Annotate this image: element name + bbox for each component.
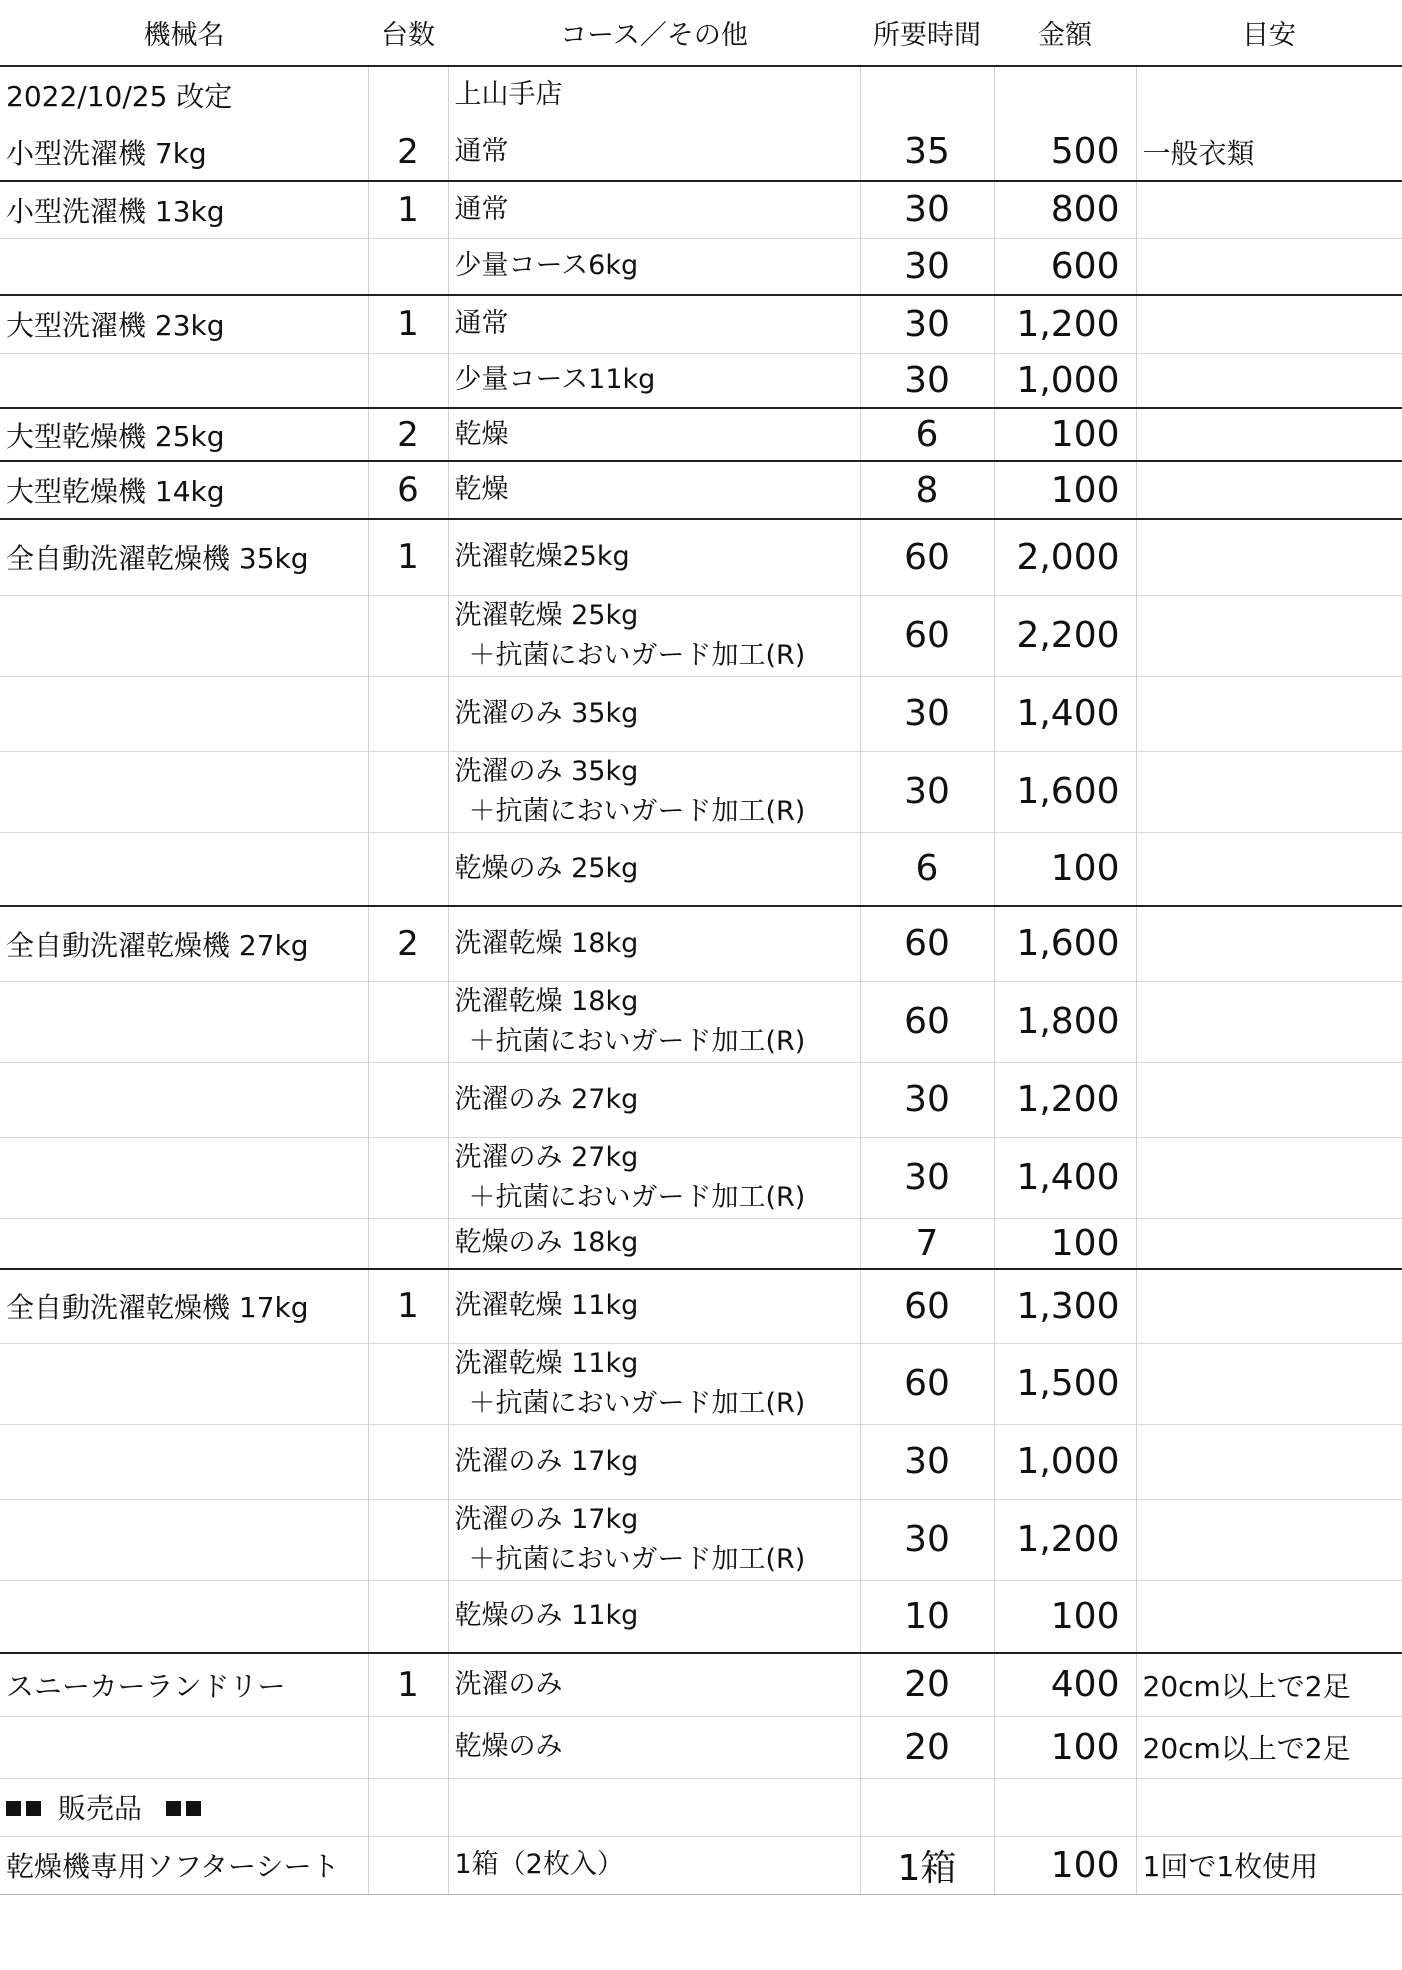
machine-count: 6 <box>368 461 448 519</box>
course-name: 洗濯のみ 35kg <box>454 755 639 787</box>
header-course: コース／その他 <box>448 0 860 66</box>
machine-name: 全自動洗濯乾燥機 35kg <box>0 519 368 595</box>
table-row <box>0 519 1402 595</box>
info-row <box>0 66 1402 123</box>
course-cell <box>448 832 860 906</box>
duration: 30 <box>860 295 994 353</box>
machine-name: 全自動洗濯乾燥機 17kg <box>0 1269 368 1343</box>
course-name: 洗濯乾燥 18kg <box>454 927 639 959</box>
price: 1,200 <box>994 1062 1136 1137</box>
product-package: 1箱（2枚入） <box>448 1836 860 1894</box>
machine-name <box>0 1343 368 1424</box>
machine-name <box>0 1218 368 1269</box>
duration: 30 <box>860 1424 994 1499</box>
course-cell <box>448 751 860 832</box>
duration: 30 <box>860 1137 994 1218</box>
course-cell <box>448 181 860 238</box>
course-cell <box>448 295 860 353</box>
course-option: ＋抗菌においガード加工(R) <box>468 1025 806 1057</box>
machine-count <box>368 751 448 832</box>
duration: 30 <box>860 751 994 832</box>
machine-count <box>368 1343 448 1424</box>
duration: 30 <box>860 238 994 295</box>
table-row <box>0 1716 1402 1778</box>
table-row <box>0 595 1402 676</box>
duration: 60 <box>860 519 994 595</box>
sales-item-row <box>0 1836 1402 1894</box>
course-cell <box>448 1137 860 1218</box>
price: 1,400 <box>994 676 1136 751</box>
machine-count: 2 <box>368 906 448 981</box>
table-row <box>0 1343 1402 1424</box>
course-name: 通常 <box>454 308 509 340</box>
table-row <box>0 295 1402 353</box>
course-name: 洗濯のみ 27kg <box>454 1083 639 1115</box>
course-cell <box>448 353 860 408</box>
course-cell <box>448 1580 860 1653</box>
duration: 60 <box>860 906 994 981</box>
price: 500 <box>994 123 1136 181</box>
price: 1,200 <box>994 295 1136 353</box>
machine-name <box>0 676 368 751</box>
machine-name <box>0 1716 368 1778</box>
price: 100 <box>994 1716 1136 1778</box>
machine-name: 大型乾燥機 25kg <box>0 408 368 461</box>
guide-note <box>1136 461 1402 519</box>
table-row <box>0 751 1402 832</box>
course-cell <box>448 906 860 981</box>
machine-count: 2 <box>368 408 448 461</box>
table-row <box>0 1218 1402 1269</box>
machine-count <box>368 1062 448 1137</box>
machine-name: 大型洗濯機 23kg <box>0 295 368 353</box>
table-row <box>0 123 1402 181</box>
guide-note: 20cm以上で2足 <box>1136 1716 1402 1778</box>
guide-note <box>1136 295 1402 353</box>
course-cell <box>448 676 860 751</box>
duration: 6 <box>860 832 994 906</box>
price: 1,600 <box>994 906 1136 981</box>
course-name: 乾燥のみ 11kg <box>454 1600 639 1632</box>
duration: 60 <box>860 1269 994 1343</box>
machine-count <box>368 238 448 295</box>
course-cell <box>448 1499 860 1580</box>
guide-note <box>1136 676 1402 751</box>
course-option: ＋抗菌においガード加工(R) <box>468 1181 806 1213</box>
price: 1,600 <box>994 751 1136 832</box>
price: 100 <box>994 832 1136 906</box>
guide-note <box>1136 1062 1402 1137</box>
machine-count <box>368 1424 448 1499</box>
table-row <box>0 1269 1402 1343</box>
duration: 60 <box>860 595 994 676</box>
duration: 30 <box>860 181 994 238</box>
price: 1,400 <box>994 1137 1136 1218</box>
guide-note <box>1136 981 1402 1062</box>
course-cell <box>448 461 860 519</box>
machine-count <box>368 1716 448 1778</box>
machine-count: 1 <box>368 519 448 595</box>
header-row <box>0 0 1402 66</box>
price: 1,800 <box>994 981 1136 1062</box>
course-name: 洗濯のみ <box>454 1668 563 1700</box>
price: 2,000 <box>994 519 1136 595</box>
duration: 30 <box>860 676 994 751</box>
square-bullet-icon <box>26 1801 41 1816</box>
duration: 30 <box>860 353 994 408</box>
machine-count: 2 <box>368 123 448 181</box>
duration: 60 <box>860 981 994 1062</box>
guide-note: 一般衣類 <box>1136 123 1402 181</box>
product-price: 100 <box>994 1836 1136 1894</box>
price: 2,200 <box>994 595 1136 676</box>
machine-name <box>0 751 368 832</box>
machine-name <box>0 832 368 906</box>
table-row <box>0 1499 1402 1580</box>
machine-count: 1 <box>368 1653 448 1716</box>
guide-note <box>1136 353 1402 408</box>
machine-count <box>368 595 448 676</box>
guide-note <box>1136 1269 1402 1343</box>
course-name: 洗濯のみ 17kg <box>454 1503 639 1535</box>
store-name: 上山手店 <box>448 66 860 123</box>
machine-count <box>368 1499 448 1580</box>
course-cell <box>448 595 860 676</box>
price: 100 <box>994 1580 1136 1653</box>
machine-name <box>0 1137 368 1218</box>
duration: 20 <box>860 1716 994 1778</box>
guide-note <box>1136 1137 1402 1218</box>
duration: 7 <box>860 1218 994 1269</box>
price: 100 <box>994 408 1136 461</box>
machine-name: 小型洗濯機 13kg <box>0 181 368 238</box>
guide-note <box>1136 1580 1402 1653</box>
duration: 20 <box>860 1653 994 1716</box>
course-name: 洗濯のみ 27kg <box>454 1141 639 1173</box>
header-guide: 目安 <box>1136 0 1402 66</box>
machine-name <box>0 981 368 1062</box>
course-cell <box>448 123 860 181</box>
guide-note <box>1136 1343 1402 1424</box>
table-row <box>0 238 1402 295</box>
course-name: 洗濯乾燥25kg <box>454 541 630 573</box>
product-unit: 1箱 <box>860 1836 994 1894</box>
table-row <box>0 676 1402 751</box>
machine-count <box>368 981 448 1062</box>
course-name: 乾燥 <box>454 474 509 505</box>
course-name: 洗濯乾燥 11kg <box>454 1290 639 1322</box>
course-name: 乾燥のみ 18kg <box>454 1227 639 1259</box>
guide-note <box>1136 906 1402 981</box>
guide-note <box>1136 832 1402 906</box>
sales-title: 販売品 <box>58 1792 143 1825</box>
price: 1,200 <box>994 1499 1136 1580</box>
price: 400 <box>994 1653 1136 1716</box>
table-row <box>0 1062 1402 1137</box>
course-cell <box>448 1269 860 1343</box>
table-row <box>0 1137 1402 1218</box>
header-machine: 機械名 <box>0 0 368 66</box>
course-cell <box>448 519 860 595</box>
machine-name <box>0 595 368 676</box>
duration: 35 <box>860 123 994 181</box>
price: 1,000 <box>994 1424 1136 1499</box>
price: 1,300 <box>994 1269 1136 1343</box>
machine-name <box>0 1499 368 1580</box>
course-option: ＋抗菌においガード加工(R) <box>468 639 806 671</box>
product-guide: 1回で1枚使用 <box>1136 1836 1402 1894</box>
table-row <box>0 181 1402 238</box>
price: 800 <box>994 181 1136 238</box>
course-option: ＋抗菌においガード加工(R) <box>468 795 806 827</box>
course-cell <box>448 1424 860 1499</box>
course-cell <box>448 1716 860 1778</box>
table-row <box>0 1653 1402 1716</box>
header-count: 台数 <box>368 0 448 66</box>
course-cell <box>448 1343 860 1424</box>
guide-note <box>1136 519 1402 595</box>
product-name: 乾燥機専用ソフターシート <box>0 1836 368 1894</box>
machine-count <box>368 1218 448 1269</box>
guide-note <box>1136 1218 1402 1269</box>
duration: 30 <box>860 1062 994 1137</box>
price: 1,000 <box>994 353 1136 408</box>
header-time: 所要時間 <box>860 0 994 66</box>
course-cell <box>448 1218 860 1269</box>
course-name: 通常 <box>454 135 509 167</box>
square-bullet-icon <box>186 1801 201 1816</box>
table-row <box>0 408 1402 461</box>
course-cell <box>448 1062 860 1137</box>
course-name: 乾燥のみ <box>454 1731 563 1762</box>
machine-count: 1 <box>368 295 448 353</box>
machine-name: 小型洗濯機 7kg <box>6 136 207 170</box>
machine-count: 1 <box>368 1269 448 1343</box>
course-name: 乾燥 <box>454 418 509 450</box>
course-name: 洗濯乾燥 11kg <box>454 1347 639 1379</box>
guide-note <box>1136 751 1402 832</box>
price: 600 <box>994 238 1136 295</box>
duration: 10 <box>860 1580 994 1653</box>
header-price: 金額 <box>994 0 1136 66</box>
course-name: 洗濯乾燥 25kg <box>454 599 639 631</box>
guide-note <box>1136 408 1402 461</box>
table-row <box>0 1580 1402 1653</box>
course-name: 乾燥のみ 25kg <box>454 852 639 884</box>
price: 1,500 <box>994 1343 1136 1424</box>
guide-note <box>1136 238 1402 295</box>
course-cell <box>448 408 860 461</box>
machine-count: 1 <box>368 181 448 238</box>
table-row <box>0 981 1402 1062</box>
machine-count <box>368 676 448 751</box>
course-option: ＋抗菌においガード加工(R) <box>468 1387 806 1419</box>
guide-note <box>1136 595 1402 676</box>
machine-count <box>368 1580 448 1653</box>
revision-date: 2022/10/25 改定 <box>0 66 368 123</box>
square-bullet-icon <box>166 1801 181 1816</box>
table-row <box>0 832 1402 906</box>
course-cell <box>448 238 860 295</box>
guide-note <box>1136 1424 1402 1499</box>
course-name: 洗濯乾燥 18kg <box>454 985 639 1017</box>
machine-count <box>368 832 448 906</box>
table-row <box>0 1424 1402 1499</box>
guide-note: 20cm以上で2足 <box>1136 1653 1402 1716</box>
machine-count <box>368 353 448 408</box>
table-row <box>0 461 1402 519</box>
duration: 30 <box>860 1499 994 1580</box>
course-name: 洗濯のみ 17kg <box>454 1445 639 1477</box>
machine-name <box>0 1424 368 1499</box>
machine-count <box>368 1137 448 1218</box>
machine-name: 大型乾燥機 14kg <box>0 461 368 519</box>
duration: 60 <box>860 1343 994 1424</box>
machine-name: スニーカーランドリー <box>0 1653 368 1716</box>
course-name: 通常 <box>454 193 509 225</box>
machine-name <box>0 1580 368 1653</box>
price: 100 <box>994 1218 1136 1269</box>
duration: 6 <box>860 408 994 461</box>
machine-name <box>0 1062 368 1137</box>
price: 100 <box>994 461 1136 519</box>
table-row <box>0 906 1402 981</box>
course-option: ＋抗菌においガード加工(R) <box>468 1543 806 1575</box>
course-name: 少量コース11kg <box>454 364 656 396</box>
guide-note <box>1136 1499 1402 1580</box>
machine-name: 全自動洗濯乾燥機 27kg <box>0 906 368 981</box>
sales-title-cell <box>0 1778 368 1836</box>
sales-header-row <box>0 1778 1402 1836</box>
machine-name <box>0 353 368 408</box>
guide-note <box>1136 181 1402 238</box>
course-name: 少量コース6kg <box>454 250 639 282</box>
square-bullet-icon <box>6 1801 21 1816</box>
course-cell <box>448 1653 860 1716</box>
course-name: 洗濯のみ 35kg <box>454 697 639 729</box>
table-row <box>0 353 1402 408</box>
course-cell <box>448 981 860 1062</box>
machine-name <box>0 238 368 295</box>
duration: 8 <box>860 461 994 519</box>
